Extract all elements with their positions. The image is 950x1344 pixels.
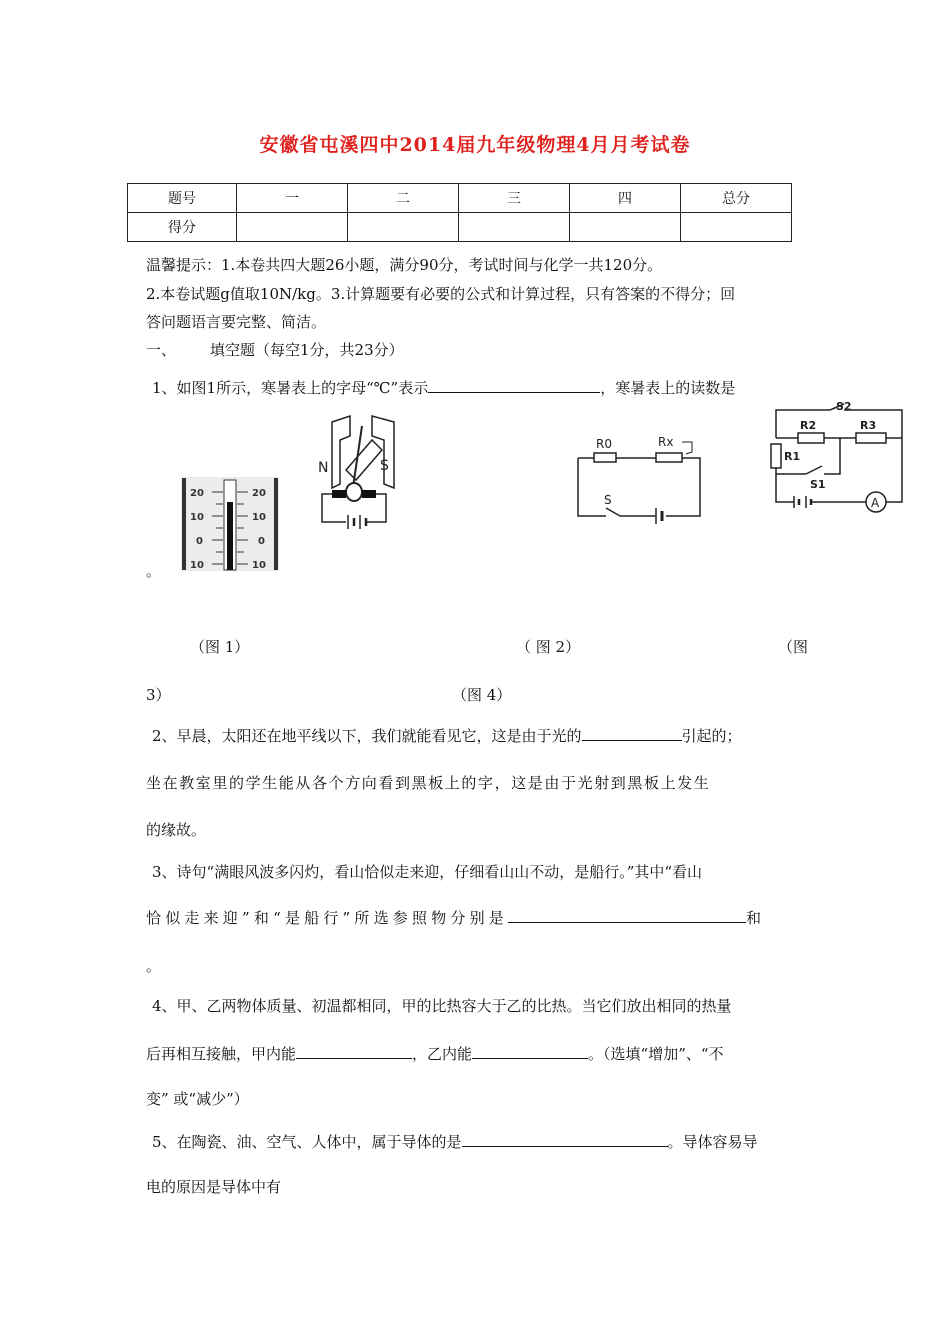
table-cell: 得分 bbox=[128, 213, 237, 242]
q1-end-mark: 。 bbox=[146, 562, 162, 580]
s2-label: S2 bbox=[836, 400, 852, 413]
table-cell: 一 bbox=[237, 184, 348, 213]
scale-label: 10 bbox=[190, 560, 204, 571]
score-input-cell bbox=[459, 213, 570, 242]
q3-text-c: 和 bbox=[746, 909, 762, 927]
answer-blank[interactable] bbox=[428, 376, 600, 393]
question-5-line-1 bbox=[152, 1130, 758, 1152]
question-4-line-3: 变” 或“减少”） bbox=[146, 1090, 249, 1108]
q4-text-b: 后再相互接触，甲内能 bbox=[146, 1045, 297, 1063]
section-number: 一、 bbox=[146, 341, 177, 359]
score-table-header-row bbox=[128, 184, 792, 213]
q2-text-a: 2、早晨，太阳还在地平线以下，我们就能看见它，这是由于光的 bbox=[152, 727, 582, 745]
switch-label: S bbox=[604, 493, 612, 507]
table-cell: 四 bbox=[570, 184, 681, 213]
answer-blank[interactable] bbox=[472, 1042, 588, 1059]
question-2-line-2: 坐在教室里的学生能从各个方向看到黑板上的字，这是由于光射到黑板上发生 bbox=[146, 774, 711, 792]
score-table bbox=[127, 183, 792, 242]
score-input-cell bbox=[681, 213, 792, 242]
magnet-n-label: N bbox=[318, 460, 329, 476]
switch-s1-blade bbox=[806, 466, 822, 474]
resistor-r3 bbox=[856, 433, 886, 443]
score-table-score-row bbox=[128, 213, 792, 242]
brush-right bbox=[362, 490, 376, 498]
s1-label: S1 bbox=[810, 478, 826, 491]
table-cell: 二 bbox=[348, 184, 459, 213]
figure-3-caption-start: （图 bbox=[778, 638, 809, 656]
notes-line-1: 温馨提示：1.本卷共四大题26小题，满分90分，考试时间与化学一共120分。 bbox=[146, 256, 663, 274]
question-2-line-3: 的缘故。 bbox=[146, 821, 207, 839]
score-input-cell bbox=[570, 213, 681, 242]
resistor-rx bbox=[656, 453, 682, 462]
magnet-coil-figure bbox=[310, 412, 410, 540]
switch-blade bbox=[606, 508, 620, 516]
section-title: 填空题（每空1分，共23分） bbox=[210, 341, 404, 359]
thermometer-edge-left bbox=[182, 478, 186, 570]
circuit-wire bbox=[824, 438, 840, 474]
r1-label: R1 bbox=[784, 450, 801, 463]
scale-label: 10 bbox=[252, 560, 266, 571]
q1-text-b: ，寒暑表上的读数是 bbox=[600, 379, 736, 397]
question-5-line-2: 电的原因是导体中有 bbox=[146, 1178, 282, 1196]
r2-label: R2 bbox=[800, 419, 817, 432]
circuit-wire bbox=[322, 494, 346, 522]
table-cell: 题号 bbox=[128, 184, 237, 213]
resistor-r1 bbox=[771, 444, 781, 468]
page-title: 安徽省屯溪四中2014届九年级物理4月月考试卷 bbox=[259, 134, 691, 156]
q5-text-b: 。导体容易导 bbox=[667, 1133, 758, 1151]
figure-4-caption: （图 4） bbox=[452, 686, 512, 704]
commutator bbox=[346, 483, 362, 501]
question-1-line bbox=[152, 376, 735, 398]
q3-text-b: 恰似走来迎”和“是船行”所选参照物分别是 bbox=[146, 909, 509, 927]
resistor-r2 bbox=[798, 433, 824, 443]
r0-label: R0 bbox=[596, 437, 612, 451]
circuit-wire bbox=[886, 438, 902, 502]
q2-text-b: 引起的； bbox=[681, 727, 742, 745]
figure-3-caption-end: 3） bbox=[146, 686, 171, 704]
q5-text-a: 5、在陶瓷、油、空气、人体中，属于导体的是 bbox=[152, 1133, 462, 1151]
q4-text-d: 。（选填“增加”、“不 bbox=[588, 1045, 724, 1063]
resistor-r0 bbox=[594, 453, 616, 462]
thermometer-figure bbox=[176, 474, 284, 574]
scale-label: 10 bbox=[252, 512, 266, 523]
table-cell: 总分 bbox=[681, 184, 792, 213]
score-input-cell bbox=[237, 213, 348, 242]
table-cell: 三 bbox=[459, 184, 570, 213]
r123-circuit-figure bbox=[768, 400, 910, 516]
brush-left bbox=[332, 490, 346, 498]
notes-line-2: 2.本卷试题g值取10N/kg。3.计算题要有必要的公式和计算过程，只有答案的不得分；回 bbox=[146, 285, 736, 303]
question-3-line-3: 。 bbox=[146, 957, 162, 975]
question-3-line-1: 3、诗句“满眼风波多闪灼，看山恰似走来迎，仔细看山山不动，是船行。”其中“看山 bbox=[152, 863, 703, 881]
scale-label: 20 bbox=[252, 488, 266, 499]
scale-label: 10 bbox=[190, 512, 204, 523]
thermometer-edge-right bbox=[274, 478, 278, 570]
circuit-wire bbox=[578, 458, 606, 516]
figure-1-caption: （图 1） bbox=[190, 638, 250, 656]
question-3-line-2 bbox=[146, 906, 761, 928]
answer-blank[interactable] bbox=[582, 724, 682, 741]
ammeter-label: A bbox=[871, 496, 880, 510]
scale-label: 0 bbox=[258, 536, 265, 547]
question-4-line-1: 4、甲、乙两物体质量、初温都相同，甲的比热容大于乙的比热。当它们放出相同的热量 bbox=[152, 997, 732, 1015]
notes-line-3: 答问题语言要完整、简洁。 bbox=[146, 313, 327, 331]
answer-blank[interactable] bbox=[462, 1130, 668, 1147]
thermometer-liquid bbox=[227, 502, 233, 570]
scale-label: 20 bbox=[190, 488, 204, 499]
question-2-line-1 bbox=[152, 724, 742, 746]
score-input-cell bbox=[348, 213, 459, 242]
circuit-wire bbox=[776, 468, 806, 474]
rx-circuit-figure bbox=[570, 432, 710, 524]
q4-text-c: ，乙内能 bbox=[412, 1045, 473, 1063]
circuit-wire bbox=[366, 494, 386, 522]
circuit-wire bbox=[666, 458, 700, 516]
magnet-s-label: S bbox=[380, 458, 389, 474]
magnet-pole-n bbox=[332, 416, 350, 488]
coil-loop bbox=[346, 440, 382, 480]
section-1-heading bbox=[146, 339, 404, 360]
question-4-line-2 bbox=[146, 1042, 724, 1064]
answer-blank[interactable] bbox=[296, 1042, 412, 1059]
rx-label: Rx bbox=[658, 435, 674, 449]
circuit-wire bbox=[776, 474, 794, 502]
scale-label: 0 bbox=[196, 536, 203, 547]
q1-text-a: 1、如图1所示，寒暑表上的字母“℃”表示 bbox=[152, 379, 429, 397]
answer-blank[interactable] bbox=[508, 906, 746, 923]
slider-arrow bbox=[682, 442, 692, 454]
figure-2-caption: （ 图 2） bbox=[516, 638, 581, 656]
r3-label: R3 bbox=[860, 419, 877, 432]
